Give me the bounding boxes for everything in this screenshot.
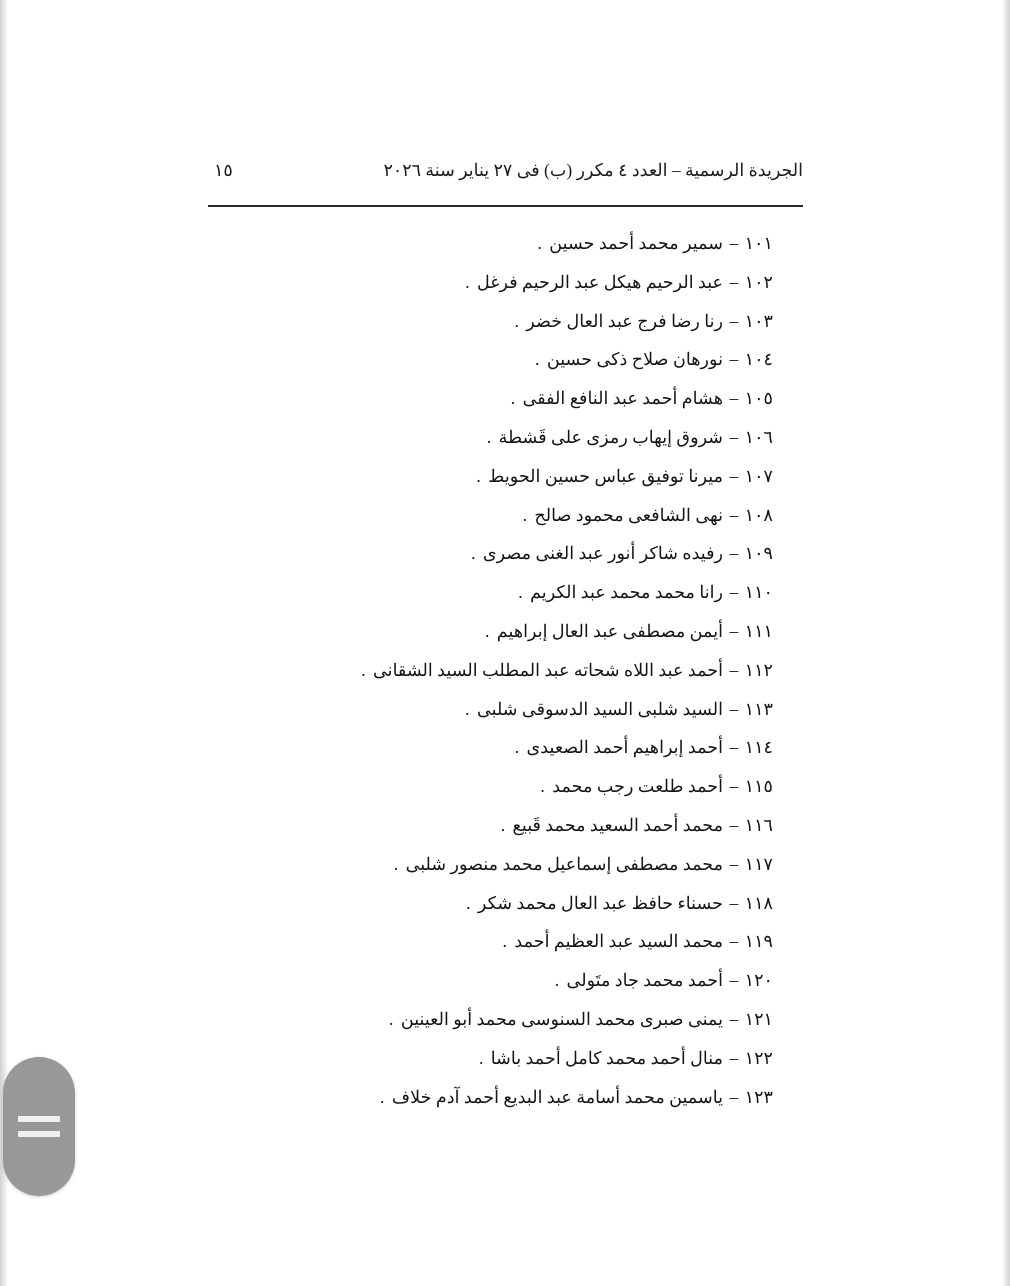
drag-handle-icon[interactable]	[3, 1057, 75, 1196]
entry-terminator: .	[471, 543, 476, 564]
entry-number: ١١٠	[744, 582, 773, 603]
entry-terminator: .	[514, 310, 519, 331]
entry-dash: –	[729, 310, 739, 331]
entry-name: رنا رضا فرج عبد العال خضر	[526, 310, 724, 331]
entry-dash: –	[729, 620, 739, 641]
entry-dash: –	[729, 698, 739, 719]
page-sheet	[8, 0, 1002, 1286]
entry-terminator: .	[510, 388, 516, 409]
page-running-header	[208, 160, 803, 192]
entry-name: أحمد إبراهيم أحمد الصعيدى	[526, 737, 724, 758]
header-divider	[208, 205, 803, 207]
entry-name: سمير محمد أحمد حسين	[549, 233, 724, 253]
entry-number: ١١٤	[744, 737, 773, 758]
entry-dash: –	[729, 737, 739, 758]
entry-dash: –	[729, 504, 739, 525]
entry-terminator: .	[514, 737, 520, 758]
entry-dash: –	[729, 1047, 739, 1068]
list-item	[208, 263, 773, 302]
entry-terminator: .	[537, 233, 542, 253]
entry-name: أيمن مصطفى عبد العال إبراهيم	[496, 620, 724, 641]
entry-dash: –	[729, 543, 739, 564]
entry-number: ١٠٣	[744, 310, 773, 331]
entry-terminator: .	[361, 659, 366, 680]
list-item	[208, 1000, 773, 1039]
entry-number: ١٠٨	[744, 504, 773, 525]
handle-bar-bottom	[18, 1131, 60, 1137]
entry-terminator: .	[380, 1086, 385, 1107]
entry-name: نهى الشافعى محمود صالح	[534, 504, 724, 525]
entry-terminator: .	[502, 931, 507, 952]
entry-name: محمد أحمد السعيد محمد قَبيع	[512, 814, 724, 835]
entry-number: ١٢١	[744, 1008, 773, 1029]
entry-name: هشام أحمد عبد النافع الفقى	[522, 388, 724, 409]
entry-number: ١١٦	[744, 814, 773, 835]
list-item	[208, 224, 773, 263]
entry-dash: –	[729, 271, 739, 292]
list-item	[208, 884, 773, 923]
entry-number: ١٢٠	[744, 970, 773, 991]
entry-name: رفيده شاكر أنور عبد الغنى مصرى	[482, 543, 724, 564]
entry-terminator: .	[484, 620, 490, 641]
entry-terminator: .	[476, 465, 481, 486]
entry-name: رانا محمد محمد عبد الكريم	[530, 582, 724, 603]
list-item	[208, 573, 773, 612]
list-item	[208, 457, 773, 496]
entry-number: ١١٩	[744, 931, 773, 952]
list-item	[208, 302, 773, 341]
list-item	[208, 922, 773, 961]
entry-name: منال أحمد محمد كامل أحمد باشا	[490, 1047, 724, 1068]
entry-terminator: .	[478, 1047, 484, 1068]
entry-name: محمد مصطفى إسماعيل محمد منصور شلبى	[405, 853, 724, 874]
list-item	[208, 728, 773, 767]
entry-dash: –	[729, 853, 739, 874]
entry-number: ١١٣	[744, 698, 773, 719]
entry-terminator: .	[465, 698, 470, 719]
entry-number: ١٠٤	[744, 349, 773, 370]
entry-number: ١١٨	[744, 892, 773, 913]
entry-number: ١١٢	[744, 659, 773, 680]
list-item	[208, 767, 773, 806]
entry-name: عبد الرحيم هيكل عبد الرحيم فرغل	[476, 271, 724, 292]
entry-terminator: .	[540, 776, 545, 797]
entry-number: ١٠٧	[744, 465, 773, 486]
entry-dash: –	[729, 388, 739, 409]
entry-number: ١٠٦	[744, 426, 773, 447]
entry-dash: –	[729, 233, 739, 253]
entry-number: ١٠٥	[744, 388, 773, 409]
entry-number: ١٠١	[744, 233, 773, 253]
entry-terminator: .	[465, 271, 470, 292]
entry-number: ١١٧	[744, 853, 773, 874]
list-item	[208, 845, 773, 884]
entry-number: ١١٥	[744, 776, 773, 797]
entry-dash: –	[729, 892, 739, 913]
entry-name: حسناء حافظ عبد العال محمد شكر	[477, 892, 724, 913]
list-item	[208, 806, 773, 845]
entry-name: يمنى صبرى محمد السنوسى محمد أبو العينين	[400, 1008, 724, 1029]
entry-terminator: .	[389, 1008, 394, 1029]
entry-dash: –	[729, 776, 739, 797]
page-number: ١٥	[214, 160, 233, 180]
list-item	[208, 690, 773, 729]
handle-bar-top	[18, 1116, 60, 1122]
entry-name: نورهان صلاح ذكى حسين	[546, 349, 724, 370]
entry-terminator: .	[486, 426, 492, 447]
entry-dash: –	[729, 931, 739, 952]
entry-dash: –	[729, 1086, 739, 1107]
list-item	[208, 534, 773, 573]
entry-dash: –	[729, 659, 739, 680]
list-item	[208, 612, 773, 651]
entry-terminator: .	[518, 582, 523, 603]
entry-terminator: .	[554, 970, 560, 991]
list-item	[208, 961, 773, 1000]
entry-name: أحمد طلعت رجب محمد	[552, 776, 724, 797]
entry-dash: –	[729, 426, 739, 447]
entry-number: ١٢٣	[744, 1086, 773, 1107]
entry-dash: –	[729, 582, 739, 603]
list-item	[208, 340, 773, 379]
numbered-name-list	[208, 224, 773, 1116]
entry-number: ١٠٩	[744, 543, 773, 564]
entry-terminator: .	[522, 504, 527, 525]
entry-name: السيد شلبى السيد الدسوقى شلبى	[476, 698, 724, 719]
entry-terminator: .	[535, 349, 540, 370]
entry-name: ياسمين محمد أسامة عبد البديع أحمد آدم خلاف	[391, 1086, 724, 1107]
page-gutter-right	[1002, 0, 1010, 1286]
list-item	[208, 379, 773, 418]
entry-dash: –	[729, 349, 739, 370]
entry-dash: –	[729, 465, 739, 486]
entry-name: شروق إيهاب رمزى على قَشطة	[498, 426, 724, 447]
entry-number: ١١١	[744, 620, 773, 641]
list-item	[208, 418, 773, 457]
entry-name: ميرنا توفيق عباس حسين الحويط	[488, 465, 724, 486]
entry-terminator: .	[466, 892, 471, 913]
entry-dash: –	[729, 814, 739, 835]
entry-number: ١٢٢	[744, 1047, 773, 1068]
entry-terminator: .	[500, 814, 506, 835]
entry-dash: –	[729, 970, 739, 991]
list-item	[208, 496, 773, 535]
header-title: الجريدة الرسمية – العدد ٤ مكرر (ب) فى ٢٧ يناير سنة ٢٠٢٦	[383, 160, 803, 180]
entry-dash: –	[729, 1008, 739, 1029]
entry-name: محمد السيد عبد العظيم أحمد	[514, 931, 724, 952]
list-item	[208, 651, 773, 690]
entry-name: أحمد محمد جاد متَولى	[566, 970, 724, 991]
entry-terminator: .	[393, 853, 399, 874]
entry-name: أحمد عبد اللاه شحاته عبد المطلب السيد الشقانى	[373, 659, 724, 680]
list-item	[208, 1078, 773, 1117]
list-item	[208, 1039, 773, 1078]
entry-number: ١٠٢	[744, 271, 773, 292]
